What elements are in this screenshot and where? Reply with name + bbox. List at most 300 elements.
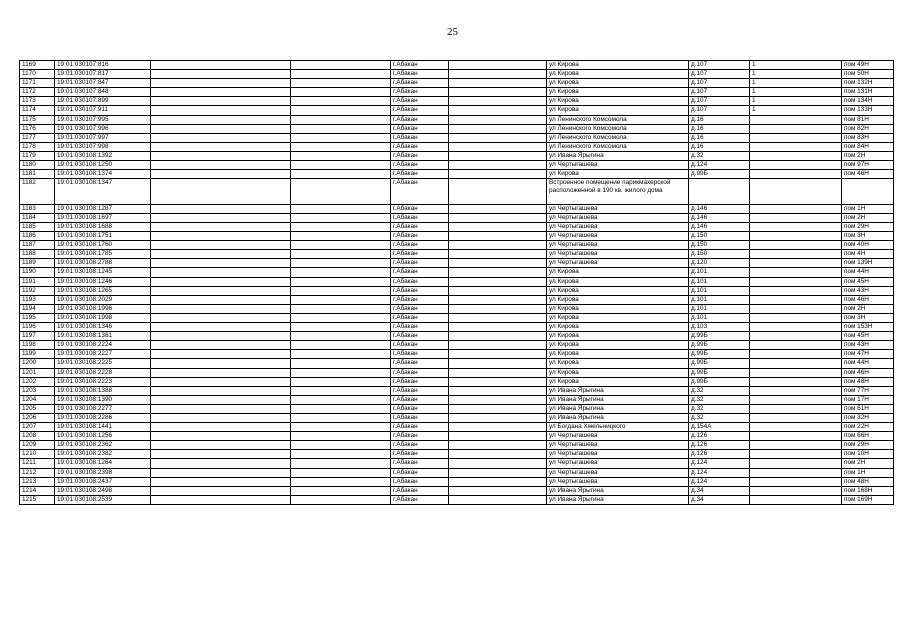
blank-cell bbox=[449, 368, 547, 377]
street-cell: ул Чертыгашева bbox=[547, 204, 689, 213]
blank-cell bbox=[449, 286, 547, 295]
street-cell: ул Чертыгашева bbox=[547, 232, 689, 241]
room-cell: пом 45Н bbox=[842, 332, 894, 341]
cadastral-number-cell: 19:01:030108:1265 bbox=[55, 286, 151, 295]
room-cell: пом 29Н bbox=[842, 441, 894, 450]
cadastral-number-cell: 19:01:030107:817 bbox=[55, 70, 151, 79]
building-cell bbox=[750, 115, 842, 124]
building-cell bbox=[750, 286, 842, 295]
room-cell: пом 48Н bbox=[842, 477, 894, 486]
room-cell: пом 2Н bbox=[842, 459, 894, 468]
building-cell bbox=[750, 386, 842, 395]
house-cell: д.99Б bbox=[689, 368, 750, 377]
row-number-cell: 1214 bbox=[20, 486, 55, 495]
building-cell bbox=[750, 232, 842, 241]
street-cell: ул Ленинского Комсомола bbox=[547, 133, 689, 142]
room-cell: пом 3Н bbox=[842, 313, 894, 322]
building-cell bbox=[750, 395, 842, 404]
table-row bbox=[20, 232, 894, 241]
blank-cell bbox=[449, 223, 547, 232]
blank-cell bbox=[151, 250, 291, 259]
blank-cell bbox=[291, 468, 391, 477]
blank-cell bbox=[291, 268, 391, 277]
city-cell: г.Абакан bbox=[391, 368, 449, 377]
blank-cell bbox=[151, 423, 291, 432]
house-cell: д.124 bbox=[689, 468, 750, 477]
cadastral-number-cell: 19:01:030108:1392 bbox=[55, 151, 151, 160]
blank-cell bbox=[291, 133, 391, 142]
blank-cell bbox=[449, 142, 547, 151]
blank-cell bbox=[449, 106, 547, 115]
blank-cell bbox=[291, 368, 391, 377]
house-cell bbox=[689, 179, 750, 205]
building-cell: 1 bbox=[750, 97, 842, 106]
house-cell: д.107 bbox=[689, 79, 750, 88]
blank-cell bbox=[151, 313, 291, 322]
cadastral-number-cell: 19:01:030107:998 bbox=[55, 142, 151, 151]
table-row bbox=[20, 323, 894, 332]
street-cell: ул Ивана Ярыгина bbox=[547, 413, 689, 422]
house-cell: д.101 bbox=[689, 277, 750, 286]
house-cell: д.150 bbox=[689, 232, 750, 241]
building-cell bbox=[750, 423, 842, 432]
street-cell: ул Кирова bbox=[547, 323, 689, 332]
row-number-cell: 1180 bbox=[20, 161, 55, 170]
table-row bbox=[20, 259, 894, 268]
blank-cell bbox=[151, 259, 291, 268]
blank-cell bbox=[449, 277, 547, 286]
table-row bbox=[20, 70, 894, 79]
building-cell bbox=[750, 250, 842, 259]
building-cell bbox=[750, 142, 842, 151]
blank-cell bbox=[449, 115, 547, 124]
room-cell: пом 4Н bbox=[842, 250, 894, 259]
row-number-cell: 1169 bbox=[20, 61, 55, 70]
blank-cell bbox=[151, 88, 291, 97]
house-cell: д.99Б bbox=[689, 377, 750, 386]
blank-cell bbox=[449, 495, 547, 504]
blank-cell bbox=[291, 115, 391, 124]
table-row bbox=[20, 250, 894, 259]
blank-cell bbox=[449, 151, 547, 160]
blank-cell bbox=[291, 341, 391, 350]
room-cell: пом 84Н bbox=[842, 142, 894, 151]
house-cell: д.16 bbox=[689, 124, 750, 133]
blank-cell bbox=[151, 213, 291, 222]
city-cell: г.Абакан bbox=[391, 323, 449, 332]
street-cell: ул Кирова bbox=[547, 97, 689, 106]
blank-cell bbox=[291, 495, 391, 504]
blank-cell bbox=[151, 368, 291, 377]
row-number-cell: 1183 bbox=[20, 204, 55, 213]
city-cell: г.Абакан bbox=[391, 304, 449, 313]
blank-cell bbox=[449, 170, 547, 179]
street-cell: ул Чертыгашева bbox=[547, 241, 689, 250]
table-row bbox=[20, 106, 894, 115]
blank-cell bbox=[291, 259, 391, 268]
row-number-cell: 1174 bbox=[20, 106, 55, 115]
blank-cell bbox=[291, 213, 391, 222]
blank-cell bbox=[291, 295, 391, 304]
table-row bbox=[20, 404, 894, 413]
blank-cell bbox=[291, 313, 391, 322]
blank-cell bbox=[449, 204, 547, 213]
city-cell: г.Абакан bbox=[391, 477, 449, 486]
city-cell: г.Абакан bbox=[391, 133, 449, 142]
street-cell: ул Кирова bbox=[547, 295, 689, 304]
cadastral-number-cell: 19:01:030108:1998 bbox=[55, 313, 151, 322]
row-number-cell: 1198 bbox=[20, 341, 55, 350]
street-cell: ул Кирова bbox=[547, 268, 689, 277]
blank-cell bbox=[151, 359, 291, 368]
blank-cell bbox=[151, 70, 291, 79]
city-cell: г.Абакан bbox=[391, 88, 449, 97]
city-cell: г.Абакан bbox=[391, 441, 449, 450]
room-cell: пом 49Н bbox=[842, 61, 894, 70]
blank-cell bbox=[151, 133, 291, 142]
blank-cell bbox=[449, 97, 547, 106]
city-cell: г.Абакан bbox=[391, 204, 449, 213]
building-cell bbox=[750, 468, 842, 477]
row-number-cell: 1200 bbox=[20, 359, 55, 368]
cadastral-number-cell: 19:01:030107:816 bbox=[55, 61, 151, 70]
row-number-cell: 1203 bbox=[20, 386, 55, 395]
blank-cell bbox=[151, 170, 291, 179]
row-number-cell: 1199 bbox=[20, 350, 55, 359]
street-cell: ул Кирова bbox=[547, 332, 689, 341]
room-cell: пом 132Н bbox=[842, 79, 894, 88]
row-number-cell: 1178 bbox=[20, 142, 55, 151]
house-cell: д.16 bbox=[689, 115, 750, 124]
blank-cell bbox=[151, 450, 291, 459]
cadastral-number-cell: 19:01:030107:847 bbox=[55, 79, 151, 88]
row-number-cell: 1170 bbox=[20, 70, 55, 79]
blank-cell bbox=[449, 295, 547, 304]
street-cell: ул Кирова bbox=[547, 277, 689, 286]
house-cell: д.126 bbox=[689, 432, 750, 441]
cadastral-number-cell: 19:01:030108:1374 bbox=[55, 170, 151, 179]
row-number-cell: 1175 bbox=[20, 115, 55, 124]
blank-cell bbox=[449, 250, 547, 259]
street-cell: ул Богдана Хмельницкого bbox=[547, 423, 689, 432]
table-row bbox=[20, 477, 894, 486]
building-cell bbox=[750, 161, 842, 170]
house-cell: д.107 bbox=[689, 70, 750, 79]
cadastral-number-cell: 19:01:030108:1287 bbox=[55, 204, 151, 213]
cadastral-number-cell: 19:01:030108:2225 bbox=[55, 359, 151, 368]
blank-cell bbox=[151, 432, 291, 441]
room-cell: пом 46Н bbox=[842, 368, 894, 377]
street-cell: ул Чертыгашева bbox=[547, 432, 689, 441]
cadastral-number-cell: 19:01:030108:2539 bbox=[55, 495, 151, 504]
room-cell: пом 47Н bbox=[842, 350, 894, 359]
blank-cell bbox=[151, 495, 291, 504]
blank-cell bbox=[291, 441, 391, 450]
blank-cell bbox=[291, 332, 391, 341]
building-cell bbox=[750, 223, 842, 232]
room-cell: пом 17Н bbox=[842, 395, 894, 404]
cadastral-number-cell: 19:01:030108:1346 bbox=[55, 323, 151, 332]
street-cell: ул Ленинского Комсомола bbox=[547, 115, 689, 124]
house-cell: д.107 bbox=[689, 61, 750, 70]
building-cell bbox=[750, 241, 842, 250]
table-row bbox=[20, 268, 894, 277]
row-number-cell: 1182 bbox=[20, 179, 55, 205]
blank-cell bbox=[291, 241, 391, 250]
cadastral-number-cell: 19:01:030108:2029 bbox=[55, 295, 151, 304]
table-row bbox=[20, 115, 894, 124]
blank-cell bbox=[151, 404, 291, 413]
row-number-cell: 1208 bbox=[20, 432, 55, 441]
building-cell bbox=[750, 486, 842, 495]
blank-cell bbox=[291, 170, 391, 179]
building-cell bbox=[750, 259, 842, 268]
street-cell: ул Ивана Ярыгина bbox=[547, 395, 689, 404]
blank-cell bbox=[291, 151, 391, 160]
room-cell: пом 22Н bbox=[842, 423, 894, 432]
cadastral-number-cell: 19:01:030107:848 bbox=[55, 88, 151, 97]
building-cell bbox=[750, 441, 842, 450]
blank-cell bbox=[449, 395, 547, 404]
cadastral-number-cell: 19:01:030108:1688 bbox=[55, 223, 151, 232]
city-cell: г.Абакан bbox=[391, 106, 449, 115]
building-cell bbox=[750, 170, 842, 179]
house-cell: д.146 bbox=[689, 204, 750, 213]
house-cell: д.124 bbox=[689, 477, 750, 486]
city-cell: г.Абакан bbox=[391, 404, 449, 413]
city-cell: г.Абакан bbox=[391, 79, 449, 88]
blank-cell bbox=[449, 61, 547, 70]
blank-cell bbox=[151, 268, 291, 277]
street-cell: ул Чертыгашева bbox=[547, 223, 689, 232]
table-row bbox=[20, 332, 894, 341]
blank-cell bbox=[291, 124, 391, 133]
street-cell: ул Кирова bbox=[547, 304, 689, 313]
blank-cell bbox=[449, 423, 547, 432]
blank-cell bbox=[449, 133, 547, 142]
blank-cell bbox=[449, 259, 547, 268]
room-cell: пом 40Н bbox=[842, 241, 894, 250]
cadastral-number-cell: 19:01:030108:2277 bbox=[55, 404, 151, 413]
house-cell: д.101 bbox=[689, 268, 750, 277]
building-cell: 1 bbox=[750, 88, 842, 97]
street-cell: ул Чертыгашева bbox=[547, 250, 689, 259]
blank-cell bbox=[151, 106, 291, 115]
blank-cell bbox=[291, 179, 391, 205]
table-row bbox=[20, 495, 894, 504]
row-number-cell: 1177 bbox=[20, 133, 55, 142]
table-row bbox=[20, 486, 894, 495]
blank-cell bbox=[151, 115, 291, 124]
city-cell: г.Абакан bbox=[391, 70, 449, 79]
table-row bbox=[20, 88, 894, 97]
table-row bbox=[20, 170, 894, 179]
city-cell: г.Абакан bbox=[391, 250, 449, 259]
blank-cell bbox=[291, 477, 391, 486]
blank-cell bbox=[449, 161, 547, 170]
street-cell: ул Кирова bbox=[547, 313, 689, 322]
room-cell: пом 83Н bbox=[842, 133, 894, 142]
table-row bbox=[20, 468, 894, 477]
blank-cell bbox=[291, 70, 391, 79]
blank-cell bbox=[151, 323, 291, 332]
street-cell: ул Кирова bbox=[547, 88, 689, 97]
blank-cell bbox=[151, 304, 291, 313]
street-cell: ул Кирова bbox=[547, 377, 689, 386]
row-number-cell: 1176 bbox=[20, 124, 55, 133]
building-cell bbox=[750, 432, 842, 441]
room-cell: пом 131Н bbox=[842, 88, 894, 97]
table-row bbox=[20, 395, 894, 404]
cadastral-number-cell: 19:01:030108:1760 bbox=[55, 241, 151, 250]
cadastral-number-cell: 19:01:030108:2382 bbox=[55, 450, 151, 459]
row-number-cell: 1191 bbox=[20, 277, 55, 286]
blank-cell bbox=[291, 486, 391, 495]
city-cell: г.Абакан bbox=[391, 495, 449, 504]
street-cell: ул Кирова bbox=[547, 350, 689, 359]
room-cell: пом 81Н bbox=[842, 115, 894, 124]
street-cell: ул Кирова bbox=[547, 170, 689, 179]
room-cell: пом 32Н bbox=[842, 413, 894, 422]
table-row bbox=[20, 142, 894, 151]
blank-cell bbox=[449, 413, 547, 422]
city-cell: г.Абакан bbox=[391, 179, 449, 205]
blank-cell bbox=[151, 332, 291, 341]
blank-cell bbox=[291, 97, 391, 106]
room-cell: пом 168Н bbox=[842, 486, 894, 495]
table-row bbox=[20, 124, 894, 133]
house-cell: д.120 bbox=[689, 259, 750, 268]
room-cell: пом 153Н bbox=[842, 323, 894, 332]
blank-cell bbox=[291, 232, 391, 241]
house-cell: д.107 bbox=[689, 106, 750, 115]
blank-cell bbox=[449, 404, 547, 413]
building-cell bbox=[750, 450, 842, 459]
building-cell bbox=[750, 359, 842, 368]
blank-cell bbox=[291, 286, 391, 295]
house-cell: д.150 bbox=[689, 250, 750, 259]
blank-cell bbox=[449, 359, 547, 368]
cadastral-number-cell: 19:01:030107:995 bbox=[55, 115, 151, 124]
table-row bbox=[20, 350, 894, 359]
table-row bbox=[20, 97, 894, 106]
blank-cell bbox=[151, 124, 291, 133]
house-cell: д.101 bbox=[689, 295, 750, 304]
street-cell: ул Чертыгашева bbox=[547, 441, 689, 450]
blank-cell bbox=[291, 142, 391, 151]
room-cell: пом 2Н bbox=[842, 213, 894, 222]
street-cell: ул Ленинского Комсомола bbox=[547, 142, 689, 151]
cadastral-number-cell: 19:01:030108:2224 bbox=[55, 341, 151, 350]
blank-cell bbox=[291, 459, 391, 468]
building-cell: 1 bbox=[750, 61, 842, 70]
house-cell: д.150 bbox=[689, 241, 750, 250]
street-cell: ул Чертыгашева bbox=[547, 161, 689, 170]
cadastral-number-cell: 19:01:030107:997 bbox=[55, 133, 151, 142]
blank-cell bbox=[449, 432, 547, 441]
street-cell: ул Чертыгашева bbox=[547, 259, 689, 268]
blank-cell bbox=[449, 332, 547, 341]
city-cell: г.Абакан bbox=[391, 161, 449, 170]
city-cell: г.Абакан bbox=[391, 350, 449, 359]
building-cell: 1 bbox=[750, 79, 842, 88]
row-number-cell: 1210 bbox=[20, 450, 55, 459]
room-cell: пом 10Н bbox=[842, 450, 894, 459]
row-number-cell: 1209 bbox=[20, 441, 55, 450]
house-cell: д.99Б bbox=[689, 341, 750, 350]
table-row bbox=[20, 341, 894, 350]
row-number-cell: 1206 bbox=[20, 413, 55, 422]
cadastral-number-cell: 19:01:030108:2788 bbox=[55, 259, 151, 268]
room-cell: пом 46Н bbox=[842, 295, 894, 304]
table-row bbox=[20, 204, 894, 213]
room-cell: пом 2Н bbox=[842, 304, 894, 313]
blank-cell bbox=[449, 486, 547, 495]
city-cell: г.Абакан bbox=[391, 124, 449, 133]
blank-cell bbox=[151, 97, 291, 106]
table-row bbox=[20, 432, 894, 441]
row-number-cell: 1211 bbox=[20, 459, 55, 468]
row-number-cell: 1215 bbox=[20, 495, 55, 504]
row-number-cell: 1188 bbox=[20, 250, 55, 259]
house-cell: д.32 bbox=[689, 395, 750, 404]
street-cell: ул Ивана Ярыгина bbox=[547, 386, 689, 395]
city-cell: г.Абакан bbox=[391, 359, 449, 368]
cadastral-number-cell: 19:01:030108:2498 bbox=[55, 486, 151, 495]
cadastral-number-cell: 19:01:030108:1996 bbox=[55, 304, 151, 313]
blank-cell bbox=[449, 341, 547, 350]
blank-cell bbox=[291, 450, 391, 459]
room-cell: пом 134Н bbox=[842, 97, 894, 106]
row-number-cell: 1189 bbox=[20, 259, 55, 268]
row-number-cell: 1186 bbox=[20, 232, 55, 241]
house-cell: д.99Б bbox=[689, 350, 750, 359]
blank-cell bbox=[449, 213, 547, 222]
room-cell: пом 1Н bbox=[842, 468, 894, 477]
table-row bbox=[20, 161, 894, 170]
street-cell: ул Кирова bbox=[547, 70, 689, 79]
row-number-cell: 1187 bbox=[20, 241, 55, 250]
house-cell: д.126 bbox=[689, 450, 750, 459]
city-cell: г.Абакан bbox=[391, 423, 449, 432]
house-cell: д.32 bbox=[689, 404, 750, 413]
blank-cell bbox=[291, 323, 391, 332]
room-cell: пом 44Н bbox=[842, 359, 894, 368]
room-cell: пом 48Н bbox=[842, 377, 894, 386]
table-row bbox=[20, 133, 894, 142]
city-cell: г.Абакан bbox=[391, 413, 449, 422]
cadastral-number-cell: 19:01:030108:1751 bbox=[55, 232, 151, 241]
blank-cell bbox=[151, 79, 291, 88]
house-cell: д.146 bbox=[689, 223, 750, 232]
house-cell: д.16 bbox=[689, 133, 750, 142]
blank-cell bbox=[151, 395, 291, 404]
registry-table bbox=[19, 60, 894, 505]
blank-cell bbox=[449, 268, 547, 277]
blank-cell bbox=[151, 241, 291, 250]
building-cell bbox=[750, 332, 842, 341]
row-number-cell: 1204 bbox=[20, 395, 55, 404]
room-cell bbox=[842, 179, 894, 205]
house-cell: д.101 bbox=[689, 313, 750, 322]
table-row bbox=[20, 377, 894, 386]
blank-cell bbox=[291, 423, 391, 432]
table-row bbox=[20, 441, 894, 450]
street-cell: ул Кирова bbox=[547, 106, 689, 115]
row-number-cell: 1201 bbox=[20, 368, 55, 377]
cadastral-number-cell: 19:01:030108:2286 bbox=[55, 413, 151, 422]
row-number-cell: 1195 bbox=[20, 313, 55, 322]
